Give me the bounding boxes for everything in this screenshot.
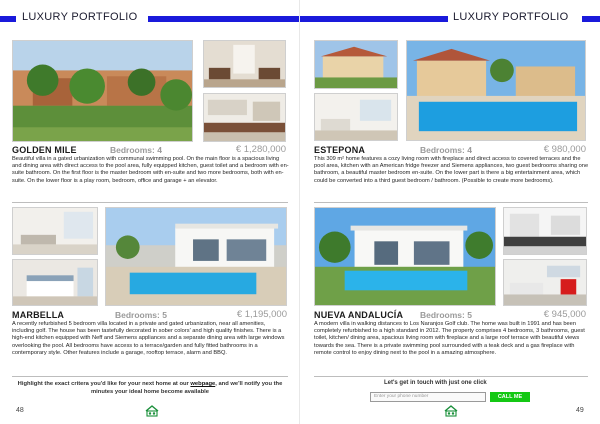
property-price: € 980,000 — [543, 144, 586, 155]
marbella-pool-photo[interactable] — [105, 207, 287, 306]
property-description: A modern villa in walking distances to Los Naranjos Golf club. The home was built in 1991 and has been completely refurbished to a high standard in 2012. The property comprises 4 bedrooms, 3 bathrooms, guest toilet, kitchen/ dining area, spacious living room with fireplace and a large roof terrace with beautiful views towards the sea. There is a private swimming pool surrounded with a teak deck and a gas fireplace with remote control to enjoy dining next to the pool in a amazing atmosphere. — [314, 321, 585, 356]
page-number: 49 — [576, 407, 584, 414]
property-price: € 1,280,000 — [235, 144, 286, 155]
estepona-exterior-photo[interactable] — [314, 40, 398, 89]
divider — [12, 376, 288, 377]
header-bar — [582, 16, 600, 22]
call-me-button[interactable]: CALL ME — [490, 392, 530, 402]
golden-mile-kitchen-photo[interactable] — [203, 93, 286, 142]
marbella-bedroom-photo[interactable] — [12, 259, 98, 306]
nueva-andalucia-living-photo[interactable] — [503, 259, 587, 306]
logo-icon — [444, 405, 458, 417]
divider — [314, 376, 588, 377]
property-name: MARBELLA — [12, 310, 65, 320]
webpage-link[interactable]: webpage — [190, 381, 216, 387]
logo-icon — [145, 405, 159, 417]
header-bar — [300, 16, 448, 22]
right-page — [300, 0, 600, 424]
divider — [12, 202, 288, 203]
property-name: NUEVA ANDALUCÍA — [314, 310, 404, 320]
golden-mile-main-photo[interactable] — [12, 40, 193, 142]
property-price: € 945,000 — [543, 309, 586, 320]
estepona-interior-photo[interactable] — [314, 93, 398, 141]
property-name: GOLDEN MILE — [12, 145, 77, 155]
nueva-andalucia-kitchen-photo[interactable] — [503, 207, 587, 255]
property-description: A recently refurbished 5 bedroom villa located in a private and gated urbanization, near all amenities, including golf. The house has been tastefully decorated in sober colors' and high quality finishes. There is a high-end kitchen equipped with Neff and Siemens appliances and a separate dining area with large windows overlooking the pool. All bedrooms have access to a terrace/garden and fully fitted bathrooms in a contemporary style. Other features include a garage, rooftop terrace, alarm and BBQ. — [12, 321, 285, 356]
property-bedrooms: Bedrooms: 5 — [420, 310, 472, 320]
property-bedrooms: Bedrooms: 4 — [110, 145, 162, 155]
header-bar — [0, 16, 16, 22]
page-title: LUXURY PORTFOLIO — [453, 11, 569, 23]
page-number: 48 — [16, 407, 24, 414]
estepona-pool-photo[interactable] — [406, 40, 586, 141]
webpage-note: Highlight the exact critera you'd like for your next home at our webpage, and we'll notify you the minutes your ideal home become available — [17, 381, 283, 395]
property-bedrooms: Bedrooms: 4 — [420, 145, 472, 155]
property-description: This 309 m² home features a cozy living room with fireplace and direct access to covered terraces and the pool area, kitchen with an American fridge freezer and Siemens appliances, two guest bedrooms sharing one bathroom, a beautiful master bedroom en-suite. On the lower part is there a big entertainment area, which could be converted into a third guest bedroom / bathroom. (Possible to create more bedrooms). — [314, 156, 589, 184]
property-description: Beautiful villa in a gated urbanization with communal swimming pool. On the main floor is a spacious living and dining area with direct access to the pool area, fully equipped kitchen, guest toilet and a bedroom with en-suite bathroom. On the first floor is the master bedroom with en-suite and two more bedrooms, both with en-suite. On the lower floor is a play room, bedroom, office and garage + an elevator. — [12, 156, 289, 184]
divider — [314, 202, 588, 203]
page-title: LUXURY PORTFOLIO — [22, 11, 138, 23]
property-bedrooms: Bedrooms: 5 — [115, 310, 167, 320]
marbella-living-photo[interactable] — [12, 207, 98, 255]
property-price: € 1,195,000 — [236, 309, 287, 320]
phone-input[interactable]: Enter your phone number — [370, 392, 486, 402]
header-bar — [148, 16, 300, 22]
golden-mile-living-photo[interactable] — [203, 40, 286, 88]
nueva-andalucia-pool-photo[interactable] — [314, 207, 496, 306]
property-name: ESTEPONA — [314, 145, 366, 155]
contact-heading: Let's get in touch with just one click — [384, 380, 487, 386]
